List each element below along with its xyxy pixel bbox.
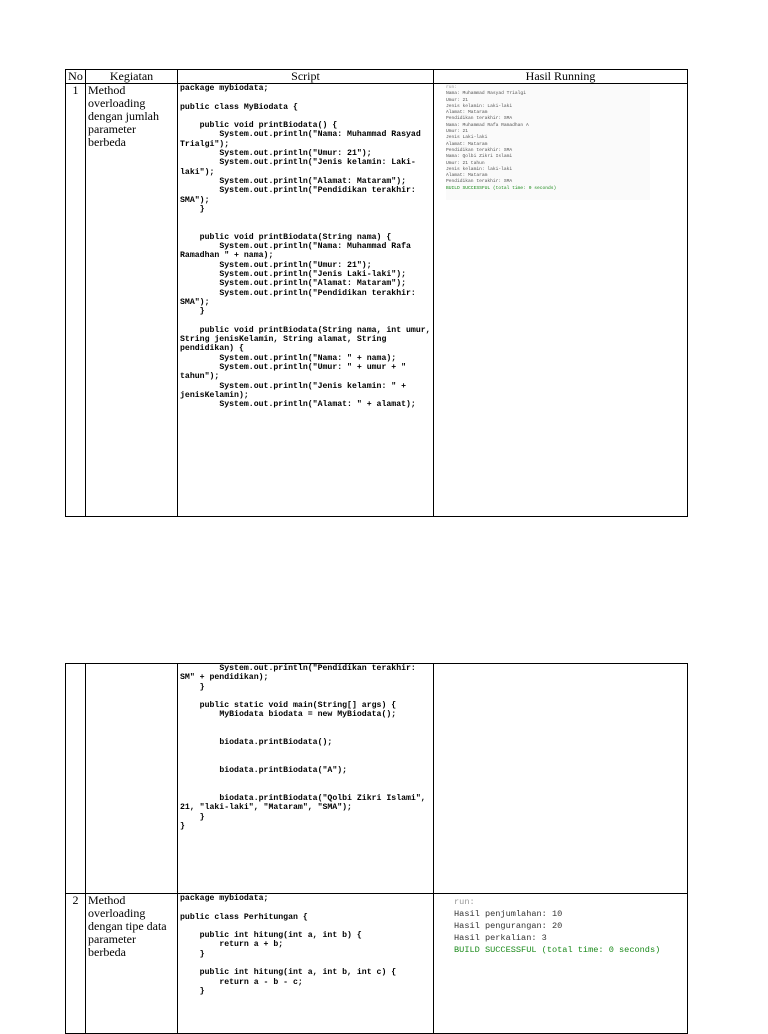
header-hasil-running: Hasil Running bbox=[434, 70, 688, 84]
header-kegiatan: Kegiatan bbox=[86, 70, 178, 84]
console-run-line: run: bbox=[454, 897, 475, 907]
console-line: Alamat: Mataram bbox=[446, 110, 488, 116]
row-number bbox=[66, 664, 86, 894]
console-output-screenshot bbox=[446, 84, 650, 200]
kegiatan-cell bbox=[86, 664, 178, 894]
output-cell bbox=[434, 664, 688, 894]
console-line: Alamat: Mataram bbox=[446, 141, 488, 147]
console-line: Hasil pengurangan: 20 bbox=[454, 921, 563, 931]
kegiatan-cell: Method overloading dengan tipe data parameter berbeda bbox=[86, 894, 178, 1034]
console-output-screenshot bbox=[454, 896, 685, 956]
console-build-line: BUILD SUCCESSFUL (total time: 0 seconds) bbox=[454, 945, 661, 955]
activity-table-page-1 bbox=[65, 69, 688, 517]
console-line: Umur: 21 bbox=[446, 97, 469, 103]
console-line: Alamat: Mataram bbox=[446, 173, 488, 179]
header-script: Script bbox=[178, 70, 434, 84]
console-line: Nama: Muhammad Rafa Ramadhan A bbox=[446, 122, 529, 128]
console-line: Jenis kelamin: Laki-laki bbox=[446, 103, 513, 109]
table-header-row bbox=[66, 70, 688, 84]
table-row bbox=[66, 84, 688, 517]
code-block: System.out.println("Pendidikan terakhir: SM" + pendidikan); } public static void main(String[] args) { MyBiodata biodata = new MyBiodata(); biodata.printBiodata(); biodata.printBiodata("A"); biodata.printBiodata("Qolbi Zikri Islami", 21, "laki-laki", "Mataram", "SMA"); } } bbox=[180, 664, 426, 832]
table-row bbox=[66, 894, 688, 1034]
console-line: Umur: 21 bbox=[446, 129, 469, 135]
code-block: package mybiodata; public class MyBiodata { public void printBiodata() { System.out.println("Nama: Muhammad Rasyad Trialgi"); System.out.println("Umur: 21"); System.out.println("Jenis kelamin: Laki-laki"); System.out.println("Alamat: Mataram"); System.out.println("Pendidikan terakhir: SMA"); } public void printBiodata(String nama) { System.out.println("Nama: Muhammad Rafa Ramadhan " + nama); System.out.println("Umur: 21"); System.out.println("Jenis Laki-laki"); System.out.println("Alamat: Mataram"); System.out.println("Pendidikan terakhir: SMA"); } public void printBiodata(String nama, int umur, String jenisKelamin, String alamat, String pendidikan) { System.out.println("Nama: " + nama); System.out.println("Umur: " + umur + " tahun"); System.out.println("Jenis kelamin: " + jenisKelamin); System.out.println("Alamat: " + alamat); bbox=[180, 84, 431, 410]
code-block: package mybiodata; public class Perhitungan { public int hitung(int a, int b) { return a + b; } public int hitung(int a, int b, int c) { return a - b - c; } bbox=[180, 894, 397, 996]
console-build-line: BUILD SUCCESSFUL (total time: 0 seconds) bbox=[446, 185, 557, 191]
console-line: Pendidikan terakhir: SMA bbox=[446, 179, 513, 185]
console-run-line: run: bbox=[446, 85, 458, 90]
row-number: 2 bbox=[66, 894, 86, 1034]
console-line: Pendidikan terakhir: SMA bbox=[446, 116, 513, 122]
script-cell bbox=[178, 84, 434, 517]
script-cell bbox=[178, 664, 434, 894]
console-line: Umur: 21 tahun bbox=[446, 160, 485, 166]
console-line: Pendidikan terakhir: SMA bbox=[446, 147, 513, 153]
console-line: Nama: Qolbi Zikri Islami bbox=[446, 154, 513, 160]
activity-table-page-2 bbox=[65, 663, 688, 1034]
output-cell bbox=[434, 894, 688, 1034]
table-row bbox=[66, 664, 688, 894]
kegiatan-cell: Method overloading dengan jumlah parameter berbeda bbox=[86, 84, 178, 517]
console-line: Hasil penjumlahan: 10 bbox=[454, 909, 563, 919]
row-number: 1 bbox=[66, 84, 86, 517]
console-line: Nama: Muhammad Rasyad Trialgi bbox=[446, 91, 526, 97]
console-line: Jenis Laki-laki bbox=[446, 135, 488, 141]
output-cell bbox=[434, 84, 688, 517]
console-line: Hasil perkalian: 3 bbox=[454, 933, 547, 943]
console-line: Jenis kelamin: laki-laki bbox=[446, 166, 513, 172]
header-no: No bbox=[66, 70, 86, 84]
script-cell bbox=[178, 894, 434, 1034]
